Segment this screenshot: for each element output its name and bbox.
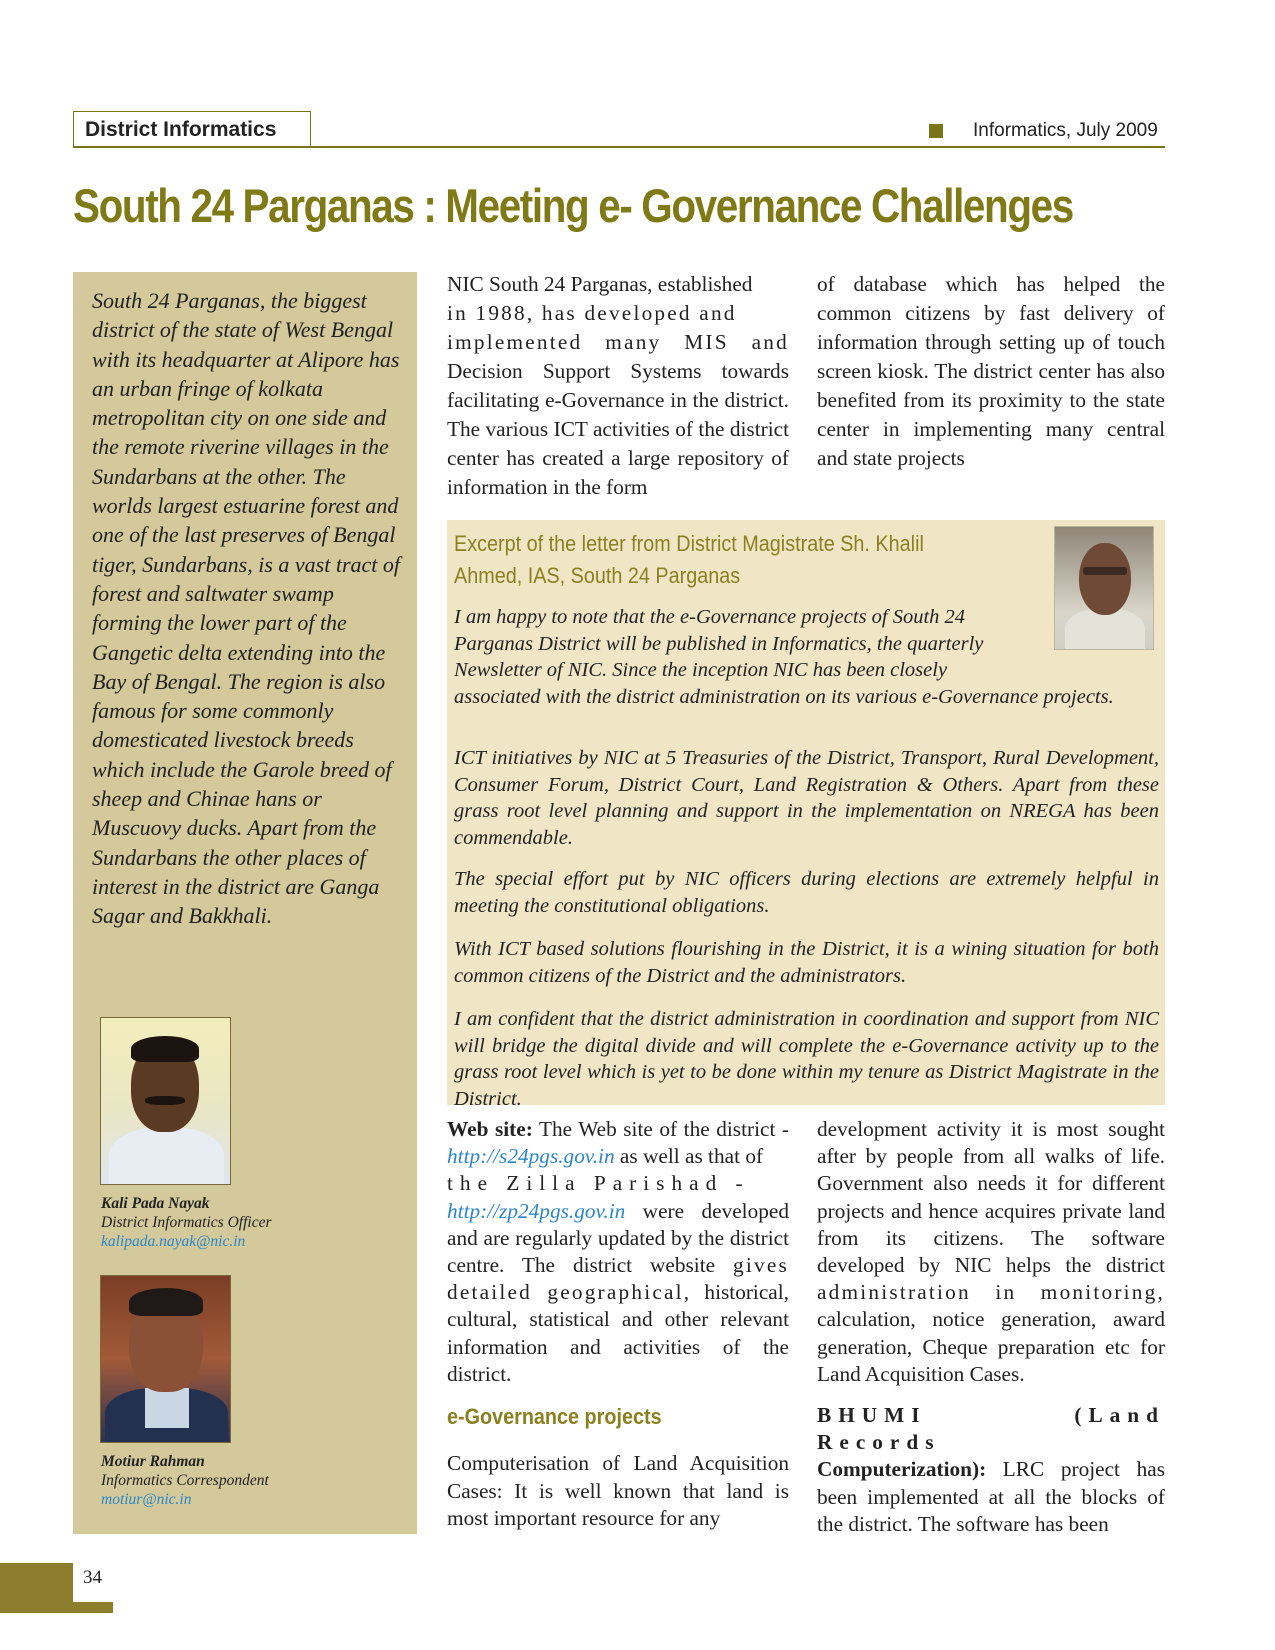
zilla-parishad-link[interactable]: http://zp24pgs.gov.in [447, 1198, 626, 1223]
author-caption-2 [101, 1452, 401, 1509]
bhumi-heading: Computerization): [817, 1457, 987, 1482]
letter-line: I am happy to note that the e-Governance projects of South 24 [454, 606, 966, 628]
letter-excerpt-box [447, 520, 1165, 1111]
intro-column-2: of database which has helped the common citizens by fast delivery of information through setting up of touch screen kiosk. The district center has also benefited from its proximity to the state center in implementing many central and state projects [817, 272, 1165, 470]
website-text: as well as that of [614, 1144, 764, 1169]
author-role: District Informatics Officer [101, 1214, 272, 1231]
intro-text: implemented many MIS and [447, 330, 789, 354]
intro-text: Decision Support Systems towards facilitating e-Governance in the district. The various ICT activities of the district center has created a large repository of information in the form [447, 359, 789, 499]
letter-line: associated with the district administration on its various e-Governance projects. [454, 686, 1114, 709]
author-photo-motiur-rahman [100, 1275, 231, 1443]
letter-line: Newsletter of NIC. Since the inception NIC has been closely [454, 659, 948, 682]
bhumi-text: LRC project has been implemented at all the blocks of the district. The software has been [817, 1457, 1165, 1536]
website-text: gives detailed geographical, [447, 1253, 789, 1305]
section-tag: District Informatics [73, 111, 311, 147]
letter-title [454, 528, 976, 592]
letter-paragraph [454, 604, 1159, 711]
letter-paragraph: ICT initiatives by NIC at 5 Treasuries of the District, Transport, Rural Development, Consumer Forum, District Court, Land Registration & Others. Apart from these grass root level planning and support in the implementation on NREGA has been commendable. [454, 747, 1159, 850]
letter-paragraph: I am confident that the district administration in coordination and support from NIC will bridge the digital divide and will complete the e-Governance activity up to the grass root level which is yet to be done within my tenure as District Magistrate in the District. [454, 1008, 1159, 1111]
egov-projects-text: Computerisation of Land Acquisition Cases: It is well known that land is most important resource for any [447, 1451, 789, 1530]
intro-column-1 [447, 270, 789, 502]
page-number: 34 [83, 1567, 102, 1588]
website-text: the Zilla Parishad - [447, 1171, 750, 1196]
author-photo-kali-pada-nayak [100, 1017, 231, 1185]
sidebar [73, 272, 417, 1534]
page-title: South 24 Parganas : Meeting e- Governance Challenges [73, 179, 1073, 232]
website-paragraph [447, 1116, 789, 1388]
district-website-link[interactable]: http://s24pgs.gov.in [447, 1144, 615, 1169]
issue-label: Informatics, July 2009 [973, 120, 1158, 141]
land-acquisition-column [817, 1116, 1165, 1538]
author-name: Motiur Rahman [101, 1453, 205, 1470]
land-text: calculation, notice generation, award generation, Cheque preparation etc for Land Acquisition Cases. [817, 1307, 1165, 1386]
intro-text: in 1988, has developed and [447, 301, 737, 325]
header-rule [73, 146, 1165, 148]
letter-title-line: Excerpt of the letter from District Magistrate Sh. Khalil [454, 531, 924, 556]
website-label: Web site: [447, 1117, 533, 1141]
author-email-link[interactable]: kalipada.nayak@nic.in [101, 1233, 246, 1250]
bhumi-heading: BHUMI (Land Records [817, 1403, 1165, 1455]
land-text: administration in monitoring, [817, 1280, 1165, 1305]
land-text: development activity it is most sought after by people from all walks of life. Government also needs it for different projects and hence acquires private land from its citizens. The software developed by NIC helps the district [817, 1117, 1165, 1278]
website-text: The Web site of the district - [532, 1117, 789, 1141]
letter-paragraph: With ICT based solutions flourishing in the District, it is a wining situation for both common citizens of the District and the administrators. [454, 938, 1159, 987]
footer-block [0, 1563, 73, 1607]
author-email-link[interactable]: motiur@nic.in [101, 1491, 192, 1508]
letter-paragraph: The special effort put by NIC officers during elections are extremely helpful in meeting the constitutional obligations. [454, 868, 1159, 917]
sidebar-intro: South 24 Parganas, the biggest district of the state of West Bengal with its headquarter at Alipore has an urban fringe of kolkata metropolitan city on one side and the remote riverine villages in the Sundarbans at the other. The worlds largest estuarine forest and one of the last preserves of Bengal tiger, Sundarbans, is a vast tract of forest and saltwater swamp forming the lower part of the Gangetic delta extending into the Bay of Bengal. The region is also famous for some commonly domesticated livestock breeds which include the Garole breed of sheep and Chinae hans or Muscuovy ducks. Apart from the Sundarbans the other places of interest in the district are Ganga Sagar and Bakkhali. [92, 288, 401, 929]
intro-text: NIC South 24 Parganas, established [447, 272, 753, 296]
author-name: Kali Pada Nayak [101, 1195, 210, 1212]
footer-bar [73, 1602, 113, 1613]
header-square-icon [929, 124, 943, 138]
letter-line: Parganas District will be published in Informatics, the quarterly [454, 632, 984, 655]
footer-bar [0, 1602, 73, 1613]
website-text: historical, cultural, statistical and other relevant information and activities of the district. [447, 1280, 789, 1386]
author-caption-1 [101, 1194, 401, 1251]
letter-title-line: Ahmed, IAS, South 24 Parganas [454, 563, 741, 588]
author-role: Informatics Correspondent [101, 1472, 269, 1489]
egov-projects-heading: e-Governance projects [447, 1404, 662, 1429]
website-text: were developed and are regularly updated by the district centre. The district website [447, 1198, 789, 1278]
